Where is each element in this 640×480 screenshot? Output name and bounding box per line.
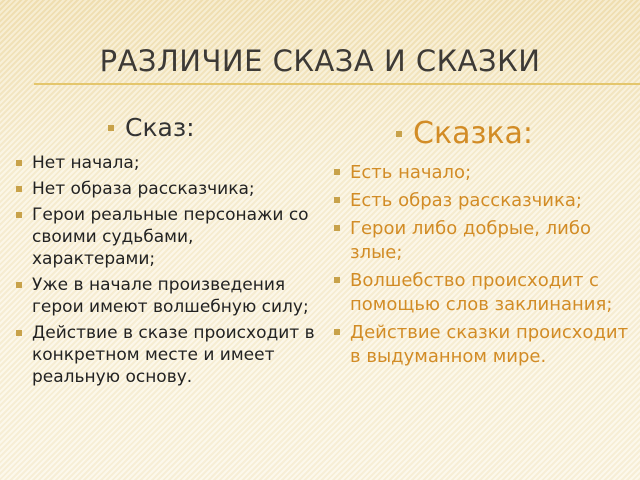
- list-item-text: Есть образ рассказчика;: [350, 190, 582, 211]
- skaz-list: [16, 152, 321, 388]
- skaz-heading: [16, 113, 321, 142]
- square-bullet-icon: [16, 282, 22, 288]
- list-item-text: Нет образа рассказчика;: [32, 179, 255, 199]
- skaz-column: [16, 113, 321, 392]
- square-bullet-icon: [334, 197, 340, 203]
- list-item-text: Уже в начале произведения герои имеют волшебную силу;: [32, 275, 309, 317]
- list-item: [16, 178, 321, 200]
- title-underline: [34, 83, 640, 85]
- list-item: [334, 161, 634, 185]
- square-bullet-icon: [16, 186, 22, 192]
- list-item-text: Волшебство происходит с помощью слов заклинания;: [350, 270, 613, 315]
- list-item: [334, 189, 634, 213]
- square-bullet-icon: [396, 131, 402, 137]
- list-item-text: Есть начало;: [350, 162, 472, 183]
- skazka-column: [334, 116, 634, 373]
- square-bullet-icon: [334, 329, 340, 335]
- list-item-text: Действие сказки происходит в выдуманном мире.: [350, 322, 629, 367]
- list-item-text: Нет начала;: [32, 153, 140, 173]
- square-bullet-icon: [334, 277, 340, 283]
- list-item-text: Действие в сказе происходит в конкретном месте и имеет реальную основу.: [32, 323, 315, 387]
- square-bullet-icon: [16, 330, 22, 336]
- square-bullet-icon: [334, 169, 340, 175]
- square-bullet-icon: [334, 225, 340, 231]
- square-bullet-icon: [108, 125, 114, 131]
- square-bullet-icon: [16, 160, 22, 166]
- skazka-heading: [334, 116, 634, 151]
- skazka-heading-text: Сказка:: [413, 116, 534, 151]
- skazka-list: [334, 161, 634, 369]
- list-item: [16, 322, 321, 388]
- list-item: [334, 321, 634, 369]
- list-item: [334, 217, 634, 265]
- list-item: [334, 269, 634, 317]
- skaz-heading-text: Сказ:: [125, 113, 195, 142]
- list-item: [16, 152, 321, 174]
- list-item-text: Герои реальные персонажи со своими судьбами, характерами;: [32, 205, 309, 269]
- list-item: [16, 204, 321, 270]
- list-item-text: Герои либо добрые, либо злые;: [350, 218, 591, 263]
- list-item: [16, 274, 321, 318]
- slide-title: РАЗЛИЧИЕ СКАЗА И СКАЗКИ: [99, 44, 541, 78]
- square-bullet-icon: [16, 212, 22, 218]
